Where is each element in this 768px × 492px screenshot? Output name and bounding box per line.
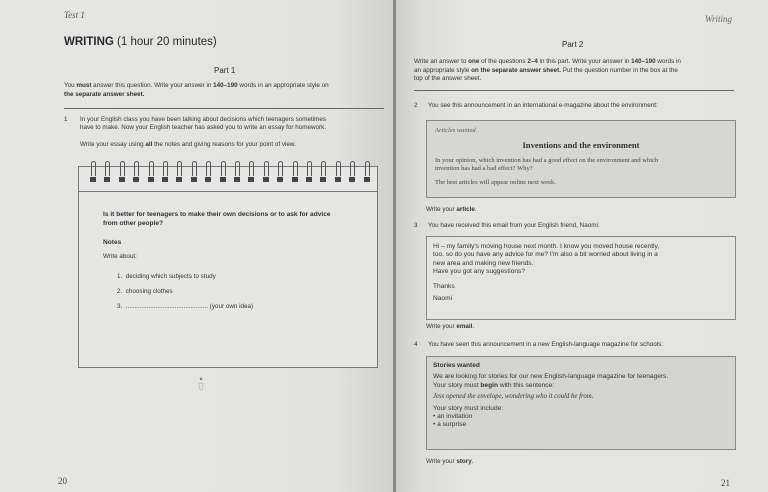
spiral-coil bbox=[262, 161, 270, 185]
p2-bold: 140–190 bbox=[631, 58, 656, 65]
stories-bullet: • a surprise bbox=[433, 421, 467, 429]
email-line: Have you got any suggestions? bbox=[433, 268, 526, 276]
instr-must: must bbox=[76, 82, 92, 89]
articles-body-line: invention has had a bad effect? Why? bbox=[435, 165, 533, 173]
spiral-coil bbox=[132, 161, 140, 185]
p2-text: of the questions bbox=[479, 58, 528, 65]
instr-text: words in an appropriate style on bbox=[237, 82, 329, 89]
spiral-coil bbox=[175, 161, 183, 185]
running-head-left: Test 1 bbox=[64, 10, 85, 20]
q1-line: In your English class you have been talking about decisions which teenagers sometimes bbox=[80, 116, 327, 123]
note-item bbox=[117, 284, 253, 299]
title-bold: WRITING bbox=[64, 36, 114, 48]
note-number: 2. bbox=[117, 288, 123, 295]
notes-list bbox=[117, 269, 253, 314]
spiral-coil bbox=[334, 161, 342, 185]
instr-text: You bbox=[64, 82, 77, 89]
notes-label: Notes bbox=[103, 239, 122, 246]
articles-body bbox=[435, 157, 727, 174]
spiral-coil bbox=[89, 161, 97, 185]
write-type: story bbox=[456, 458, 472, 465]
write-type: email bbox=[456, 323, 473, 330]
p2-text: Write an answer to bbox=[414, 58, 469, 65]
note-text: ............................................... (your own idea) bbox=[125, 303, 254, 310]
part-2-instructions bbox=[414, 58, 734, 84]
q4-write-instruction bbox=[426, 458, 473, 465]
spiral-coil bbox=[276, 161, 284, 185]
spiral-binding bbox=[79, 167, 377, 192]
q1-line: have to make. Now your English teacher has asked you to write an essay for homework. bbox=[80, 124, 327, 132]
p2-bold: on the separate answer sheet. bbox=[471, 66, 562, 74]
divider bbox=[414, 90, 734, 91]
stories-box bbox=[426, 356, 736, 450]
part-1-label: Part 1 bbox=[214, 66, 236, 75]
question-4-number: 4 bbox=[414, 341, 418, 348]
p2-bold: 2–4 bbox=[527, 58, 538, 65]
stories-begin: begin bbox=[480, 381, 498, 389]
q3-write-instruction bbox=[426, 323, 474, 330]
spiral-coil bbox=[291, 161, 299, 185]
note-number: 3. bbox=[117, 303, 123, 310]
question-4-text: You have seen this announcement in a new English-language magazine for schools: bbox=[428, 341, 664, 348]
notebook-box bbox=[78, 166, 378, 368]
q2-write-instruction bbox=[426, 206, 477, 213]
title-duration: (1 hour 20 minutes) bbox=[113, 36, 217, 48]
q1-write-text: the notes and giving reasons for your point of view. bbox=[152, 141, 296, 148]
stories-first-sentence: Jess opened the envelope, wondering who it could be from. bbox=[433, 393, 594, 401]
articles-heading: Inventions and the environment bbox=[522, 140, 640, 150]
spiral-coil bbox=[348, 161, 356, 185]
pencil-mark bbox=[196, 376, 206, 392]
spiral-coil bbox=[363, 161, 371, 185]
write-text: Write your bbox=[426, 323, 457, 330]
write-text: Write your bbox=[426, 458, 457, 465]
note-number: 1. bbox=[117, 273, 123, 280]
announcement-box-articles bbox=[426, 120, 736, 198]
articles-wanted-caption: Articles wanted bbox=[435, 127, 476, 134]
p2-instr-line bbox=[414, 58, 734, 67]
spiral-coil bbox=[147, 161, 155, 185]
p2-bold: one bbox=[468, 58, 480, 65]
spiral-coil bbox=[103, 161, 111, 185]
write-text: . bbox=[474, 206, 477, 213]
instr-answer-sheet: the separate answer sheet. bbox=[64, 90, 145, 98]
email-line: new area and making new friends. bbox=[433, 259, 534, 267]
instr-words: 140–190 bbox=[213, 82, 238, 89]
question-2-text: You see this announcement in an international e-magazine about the environment: bbox=[428, 102, 658, 109]
question-2-number: 2 bbox=[414, 102, 418, 109]
spiral-coil bbox=[219, 161, 227, 185]
email-signature: Naomi bbox=[433, 295, 453, 303]
spiral-coil bbox=[190, 161, 198, 185]
right-page bbox=[396, 0, 768, 492]
stories-include: Your story must include: bbox=[433, 404, 504, 412]
instr-line-2 bbox=[64, 91, 384, 100]
write-about: Write about: bbox=[103, 253, 137, 260]
q1-write-all: all bbox=[145, 141, 153, 148]
question-1-number: 1 bbox=[64, 116, 68, 123]
running-head-right: Writing bbox=[704, 14, 732, 24]
note-item bbox=[117, 269, 253, 284]
question-3-number: 3 bbox=[414, 222, 418, 229]
write-type: article bbox=[456, 206, 475, 213]
stories-body bbox=[433, 362, 731, 430]
divider bbox=[64, 108, 384, 109]
email-thanks: Thanks bbox=[433, 282, 455, 290]
email-body bbox=[433, 243, 731, 303]
stories-line: We are looking for stories for our new English-language magazine for teenagers. bbox=[433, 373, 669, 381]
p2-text: an appropriate style bbox=[414, 66, 472, 74]
spiral-coil bbox=[305, 161, 313, 185]
spiral-coil bbox=[118, 161, 126, 185]
part-2-label: Part 2 bbox=[562, 40, 584, 49]
write-text: . bbox=[472, 323, 475, 330]
articles-footer: The best articles will appear online next week. bbox=[435, 179, 556, 186]
stories-line bbox=[433, 382, 731, 390]
spiral-coil bbox=[319, 161, 327, 185]
spiral-coil bbox=[161, 161, 169, 185]
page-number-right: 21 bbox=[721, 478, 730, 488]
note-text: deciding which subjects to study bbox=[125, 273, 216, 280]
part-1-instructions bbox=[64, 82, 384, 99]
q1-write-text: Write your essay using bbox=[80, 141, 146, 148]
p2-instr-line: top of the answer sheet. bbox=[414, 75, 482, 82]
articles-body-line: In your opinion, which invention has had a good effect on the environment and which bbox=[435, 157, 659, 164]
spiral-coil bbox=[204, 161, 212, 185]
essay-question-line: from other people? bbox=[103, 219, 164, 227]
stories-heading: Stories wanted bbox=[433, 362, 480, 369]
spiral-coil bbox=[247, 161, 255, 185]
stories-text: with this sentence: bbox=[498, 381, 555, 389]
section-title bbox=[64, 36, 217, 48]
question-1-write bbox=[80, 141, 296, 148]
write-text: . bbox=[471, 458, 474, 465]
write-text: Write your bbox=[426, 206, 457, 213]
essay-question bbox=[103, 211, 353, 228]
email-box bbox=[426, 236, 736, 320]
email-line: too, so do you have any advice for me? I'm also a bit worried about living in a bbox=[433, 251, 658, 259]
email-line: Hi – my family's moving house next month. I know you moved house recently, bbox=[433, 243, 660, 250]
question-1-text bbox=[80, 116, 380, 133]
note-item bbox=[117, 299, 253, 314]
stories-text: Your story must bbox=[433, 381, 481, 389]
stories-bullet: • an invitation bbox=[433, 413, 473, 421]
spiral-coil bbox=[233, 161, 241, 185]
p2-text: words in bbox=[655, 58, 681, 65]
note-text: choosing clothes bbox=[125, 288, 173, 295]
p2-instr-line bbox=[414, 67, 734, 76]
instr-line-1 bbox=[64, 82, 384, 91]
question-3-text: You have received this email from your English friend, Naomi: bbox=[428, 222, 600, 229]
essay-question-line: Is it better for teenagers to make their own decisions or to ask for advice bbox=[103, 211, 331, 218]
instr-text: answer this question. Write your answer in bbox=[91, 82, 214, 89]
p2-text: Put the question number in the box at the bbox=[561, 66, 678, 74]
page-number-left: 20 bbox=[58, 476, 67, 486]
p2-text: in this part. Write your answer in bbox=[537, 58, 632, 65]
